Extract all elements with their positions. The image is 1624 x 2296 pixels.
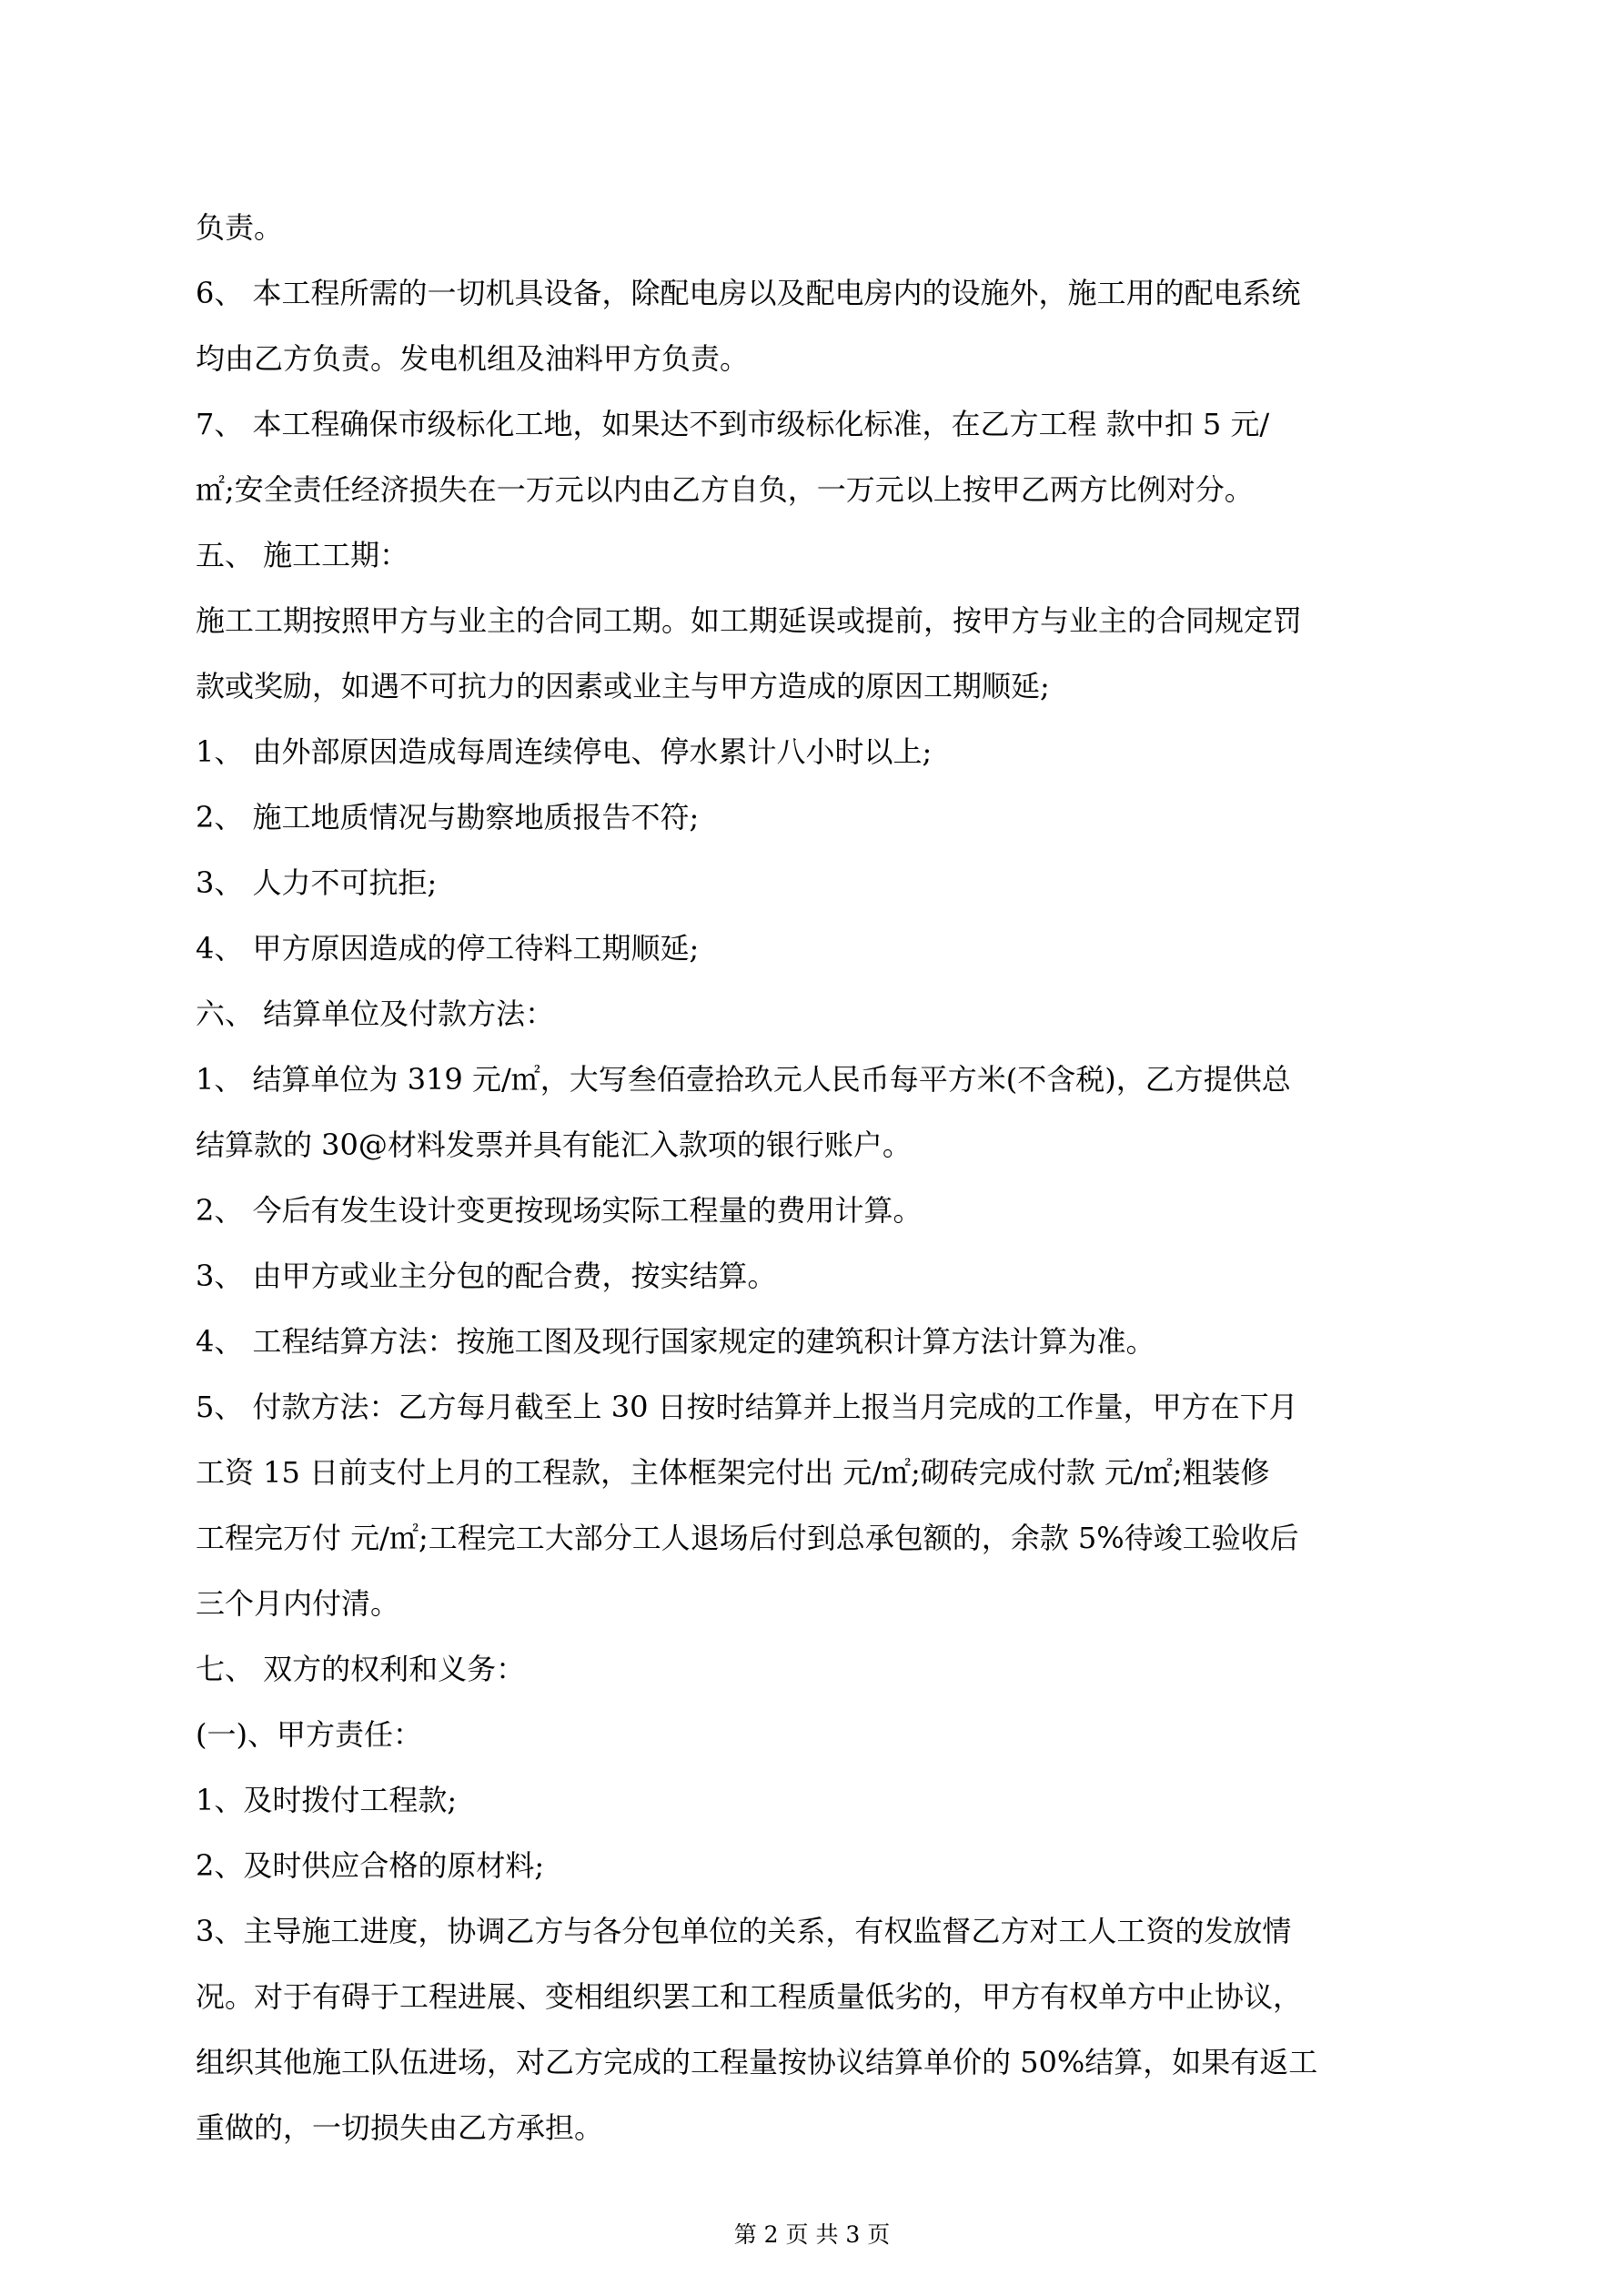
text-line: 7、 本工程确保市级标化工地，如果达不到市级标化标准，在乙方工程 款中扣 5 元/ [196,407,1270,441]
section-heading: 六、 结算单位及付款方法： [196,996,555,1031]
text-line: 施工工期按照甲方与业主的合同工期。如工期延误或提前，按甲方与业主的合同规定罚 [196,603,1303,638]
text-line: 2、及时供应合格的原材料; [196,1848,545,1883]
text-line: 6、 本工程所需的一切机具设备，除配电房以及配电房内的设施外，施工用的配电系统 [196,276,1301,310]
text-line: 负责。 [196,210,284,245]
text-line: 3、 人力不可抗拒; [196,865,438,900]
text-line: 1、 由外部原因造成每周连续停电、停水累计八小时以上; [196,734,933,769]
text-line: 况。对于有碍于工程进展、变相组织罢工和工程质量低劣的，甲方有权单方中止协议， [196,1979,1303,2014]
text-line: 1、及时拨付工程款; [196,1783,458,1817]
text-line: 工资 15 日前支付上月的工程款，主体框架完付出 元/㎡;砌砖完成付款 元/㎡;粗装修 [196,1455,1270,1490]
text-line: 2、 今后有发生设计变更按现场实际工程量的费用计算。 [196,1193,923,1228]
text-line: 3、 由甲方或业主分包的配合费，按实结算。 [196,1259,777,1293]
section-heading: 七、 双方的权利和义务： [196,1652,526,1686]
text-line: 2、 施工地质情况与勘察地质报告不符; [196,800,700,834]
text-line: 款或奖励，如遇不可抗力的因素或业主与甲方造成的原因工期顺延; [196,669,1050,703]
text-line: 4、 工程结算方法：按施工图及现行国家规定的建筑积计算方法计算为准。 [196,1324,1155,1359]
text-line: 均由乙方负责。发电机组及油料甲方负责。 [196,341,750,376]
text-line: 4、 甲方原因造成的停工待料工期顺延; [196,931,700,966]
text-line: ㎡;安全责任经济损失在一万元以内由乙方自负，一万元以上按甲乙两方比例对分。 [196,472,1254,507]
text-line: 3、主导施工进度，协调乙方与各分包单位的关系，有权监督乙方对工人工资的发放情 [196,1914,1292,1948]
text-line: 1、 结算单位为 319 元/㎡，大写叁佰壹拾玖元人民币每平方米(不含税)，乙方提供总 [196,1062,1291,1097]
text-line: 组织其他施工队伍进场，对乙方完成的工程量按协议结算单价的 50%结算，如果有返工 [196,2045,1318,2079]
text-line: 5、 付款方法：乙方每月截至上 30 日按时结算并上报当月完成的工作量，甲方在下月 [196,1390,1298,1424]
section-heading: 五、 施工工期： [196,538,409,572]
text-line: 三个月内付清。 [196,1586,400,1621]
text-line: 重做的，一切损失由乙方承担。 [196,2110,604,2145]
text-line: 工程完万付 元/㎡;工程完工大部分工人退场后付到总承包额的，余款 5%待竣工验收后 [196,1521,1299,1555]
subsection-heading: (一)、甲方责任： [196,1717,422,1752]
text-line: 结算款的 30@材料发票并具有能汇入款项的银行账户。 [196,1128,912,1162]
document-body [196,195,1437,2160]
page-number-footer: 第 2 页 共 3 页 [733,2221,891,2248]
